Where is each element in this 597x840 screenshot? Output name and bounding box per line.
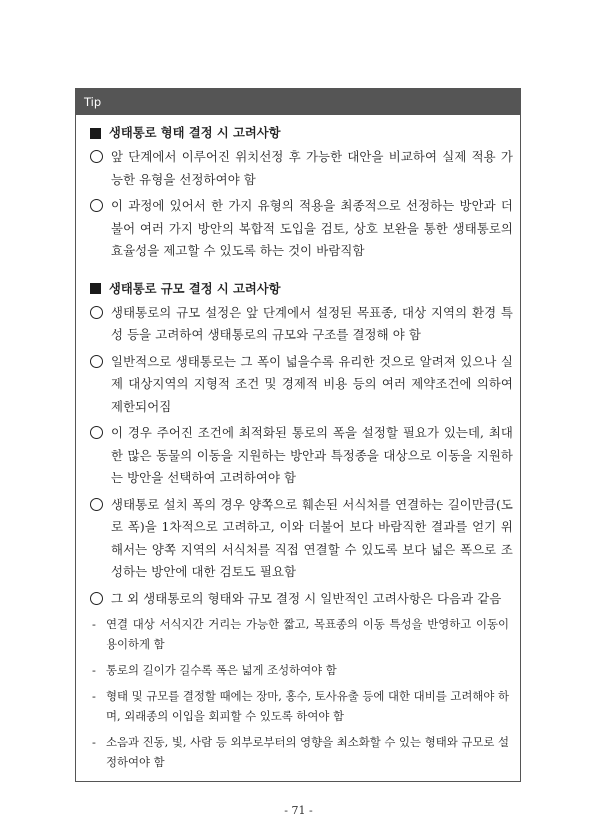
tip-content	[76, 115, 520, 772]
black-square-icon	[90, 128, 101, 139]
list-item	[90, 422, 513, 490]
list-item-text: 그 외 생태통로의 형태와 규모 결정 시 일반적인 고려사항은 다음과 같음	[111, 590, 502, 606]
sub-list-item-text: 형태 및 규모를 결정할 때에는 장마, 홍수, 토사유출 등에 대한 대비를 고려해야 하며, 외래종의 이입을 회피할 수 있도록 하여야 함	[106, 689, 509, 723]
circle-bullet-icon	[90, 199, 103, 212]
sub-list-item	[90, 732, 513, 772]
circle-bullet-icon	[90, 306, 103, 319]
list-item-text: 이 경우 주어진 조건에 최적화된 통로의 폭을 설정할 필요가 있는데, 최대한 많은 동물의 이동을 지원하는 방안과 특정종을 대상으로 이동을 지원하는 방안을 선택하여 고려하여야 함	[111, 425, 513, 485]
tip-box	[75, 88, 521, 782]
sub-list-item-text: 소음과 진동, 빛, 사람 등 외부로부터의 영향을 최소화할 수 있는 형태와 규모로 설정하여야 함	[106, 735, 509, 769]
section-spacer	[90, 267, 513, 279]
dash-bullet: -	[92, 617, 96, 631]
list-item-text: 생태통로 설치 폭의 경우 양쪽으로 훼손된 서식처를 연결하는 길이만큼(도로 폭)을 1차적으로 고려하고, 이와 더불어 보다 바람직한 결과를 얻기 위해서는 양쪽 지역의 서식처를 직접 연결할 수 있도록 보다 넓은 폭으로 조성하는 방안에 대한 검토도 필요함	[111, 496, 513, 579]
circle-bullet-icon	[90, 355, 103, 368]
section-title-scale	[90, 280, 513, 298]
sub-list-item-text: 통로의 길이가 길수록 폭은 넓게 조성하여야 함	[106, 663, 337, 677]
list-item	[90, 351, 513, 419]
sub-list-item	[90, 686, 513, 726]
section-title-shape	[90, 124, 513, 142]
sub-list-item	[90, 614, 513, 654]
circle-bullet-icon	[90, 150, 103, 163]
page-number: - 71 -	[284, 804, 313, 817]
list-item-text: 앞 단계에서 이루어진 위치선정 후 가능한 대안을 비교하여 실제 적용 가능한 유형을 선정하여야 함	[111, 149, 513, 187]
dash-bullet: -	[92, 735, 96, 749]
sub-list-item-text: 연결 대상 서식지간 거리는 가능한 짧고, 목표종의 이동 특성을 반영하고 이동이 용이하게 함	[106, 617, 509, 651]
list-item	[90, 588, 513, 611]
list-item-text: 이 과정에 있어서 한 가지 유형의 적용을 최종적으로 선정하는 방안과 더불어 여러 가지 방안의 복합적 도입을 검토, 상호 보완을 통한 생태통로의 효율성을 제고할 수 있도록 하는 것이 바람직함	[111, 198, 513, 258]
list-item	[90, 302, 513, 347]
list-item-text: 일반적으로 생태통로는 그 폭이 넓을수록 유리한 것으로 알려져 있으나 실제 대상지역의 지형적 조건 및 경제적 비용 등의 여러 제약조건에 의하여 제한되어짐	[111, 353, 513, 414]
list-item-text: 생태통로의 규모 설정은 앞 단계에서 설정된 목표종, 대상 지역의 환경 특성 등을 고려하여 생태통로의 규모와 구조를 결정해 야 함	[111, 304, 513, 342]
list-item	[90, 195, 513, 263]
circle-bullet-icon	[90, 592, 103, 605]
sub-list-item	[90, 660, 513, 680]
list-item	[90, 494, 513, 584]
tip-header: Tip	[76, 89, 520, 115]
section-title-text: 생태통로 규모 결정 시 고려사항	[109, 281, 281, 296]
circle-bullet-icon	[90, 498, 103, 511]
circle-bullet-icon	[90, 426, 103, 439]
black-square-icon	[90, 283, 101, 294]
dash-bullet: -	[92, 663, 96, 677]
section-title-text: 생태통로 형태 결정 시 고려사항	[109, 126, 281, 140]
list-item	[90, 146, 513, 191]
dash-bullet: -	[92, 689, 96, 703]
